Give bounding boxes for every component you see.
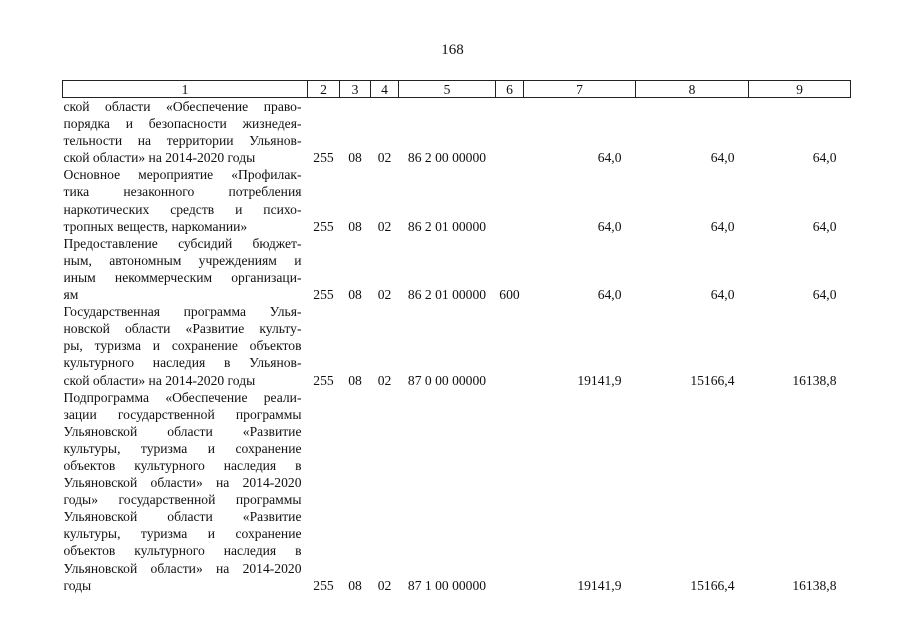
cell-c9: 16138,8: [792, 577, 837, 593]
column-header: 6: [496, 81, 524, 98]
row-name-line: новской области «Развитие культу-: [63, 321, 302, 337]
budget-table: [62, 80, 851, 594]
cell-c4: 02: [377, 218, 392, 234]
table-row: [63, 166, 851, 234]
cell-c4: 02: [377, 150, 392, 166]
row-name-line: Подпрограмма «Обеспечение реали-: [63, 389, 302, 405]
cell-c4: 02: [377, 372, 392, 388]
row-name-line: Ульяновской области «Развитие: [63, 509, 302, 525]
row-name-line: иным некоммерческим организаци-: [63, 269, 302, 285]
row-name-line: наркотических средств и психо-: [63, 201, 302, 217]
column-header: 3: [340, 81, 371, 98]
cell-c3: 08: [348, 150, 362, 166]
cell-c3: 08: [348, 577, 362, 593]
cell-c8: 64,0: [710, 218, 735, 234]
table-row: [63, 98, 851, 167]
row-name-cell: [63, 235, 308, 303]
row-name-line: ской области» на 2014-2020 годы: [63, 372, 256, 388]
row-name-line: зации государственной программы: [63, 406, 302, 422]
cell-c7: 64,0: [597, 150, 622, 166]
cell-c7: 19141,9: [577, 372, 622, 388]
row-name-line: ным, автономным учреждениям и: [63, 252, 302, 268]
cell-c7: 19141,9: [577, 577, 622, 593]
column-header: 9: [749, 81, 851, 98]
row-name-cell: [63, 389, 308, 594]
row-name-line: Предоставление субсидий бюджет-: [63, 235, 302, 251]
cell-c8: 15166,4: [690, 577, 735, 593]
cell-c5: 86 2 01 00000: [407, 287, 487, 303]
column-header: 2: [308, 81, 340, 98]
cell-c3: 08: [348, 372, 362, 388]
cell-c6: [496, 303, 524, 388]
cell-c6: [496, 389, 524, 594]
cell-c7: 64,0: [597, 218, 622, 234]
cell-c2: 255: [313, 150, 334, 166]
row-name-line: ры, туризма и сохранение объектов: [63, 338, 302, 354]
cell-c9: 64,0: [812, 218, 837, 234]
row-name-line: объектов культурного наследия в: [63, 457, 302, 473]
column-header: 7: [524, 81, 636, 98]
page-number: 168: [441, 42, 464, 58]
cell-c6: [496, 98, 524, 167]
row-name-cell: [63, 166, 308, 234]
cell-c2: 255: [313, 218, 334, 234]
cell-c6: [496, 166, 524, 234]
row-name-line: годы» государственной программы: [63, 492, 302, 508]
row-name-line: культуры, туризма и сохранение: [63, 526, 302, 542]
row-name-line: Основное мероприятие «Профилак-: [63, 167, 302, 183]
row-name-cell: [63, 303, 308, 388]
row-name-line: порядка и безопасности жизнедея-: [63, 116, 302, 132]
row-name-cell: [63, 98, 308, 167]
cell-c3: 08: [348, 287, 362, 303]
row-name-line: культурного наследия в Ульянов-: [63, 355, 302, 371]
row-name-line: Государственная программа Улья-: [63, 304, 302, 320]
cell-c4: 02: [377, 577, 392, 593]
row-name-line: тельности на территории Ульянов-: [63, 133, 302, 149]
row-name-line: тропных веществ, наркомании»: [63, 218, 248, 234]
row-name-line: культуры, туризма и сохранение: [63, 440, 302, 456]
cell-c8: 64,0: [710, 287, 735, 303]
cell-c5: 86 2 00 00000: [407, 150, 487, 166]
cell-c9: 64,0: [812, 150, 837, 166]
cell-c4: 02: [377, 287, 392, 303]
row-name-line: объектов культурного наследия в: [63, 543, 302, 559]
table-row: [63, 303, 851, 388]
cell-c8: 15166,4: [690, 372, 735, 388]
row-name-line: Ульяновской области» на 2014-2020: [63, 475, 302, 491]
row-name-line: ской области» на 2014-2020 годы: [63, 150, 256, 166]
cell-c5: 87 1 00 00000: [407, 577, 487, 593]
row-name-line: ям: [63, 287, 79, 303]
header-row: [63, 81, 851, 98]
cell-c5: 87 0 00 00000: [407, 372, 487, 388]
row-name-line: Ульяновской области» на 2014-2020: [63, 560, 302, 576]
cell-c8: 64,0: [710, 150, 735, 166]
table-body: [63, 98, 851, 594]
cell-c9: 16138,8: [792, 372, 837, 388]
column-header: 8: [636, 81, 749, 98]
cell-c5: 86 2 01 00000: [407, 218, 487, 234]
column-header: 5: [399, 81, 496, 98]
table-row: [63, 235, 851, 303]
cell-c2: 255: [313, 287, 334, 303]
cell-c9: 64,0: [812, 287, 837, 303]
cell-c2: 255: [313, 577, 334, 593]
row-name-line: годы: [63, 577, 92, 593]
row-name-line: Ульяновской области «Развитие: [63, 423, 302, 439]
row-name-line: ской области «Обеспечение право-: [63, 99, 302, 114]
cell-c6: 600: [499, 287, 520, 303]
cell-c7: 64,0: [597, 287, 622, 303]
table-row: [63, 389, 851, 594]
column-header: 1: [63, 81, 308, 98]
cell-c3: 08: [348, 218, 362, 234]
cell-c2: 255: [313, 372, 334, 388]
row-name-line: тика незаконного потребления: [63, 184, 302, 200]
column-header: 4: [371, 81, 399, 98]
